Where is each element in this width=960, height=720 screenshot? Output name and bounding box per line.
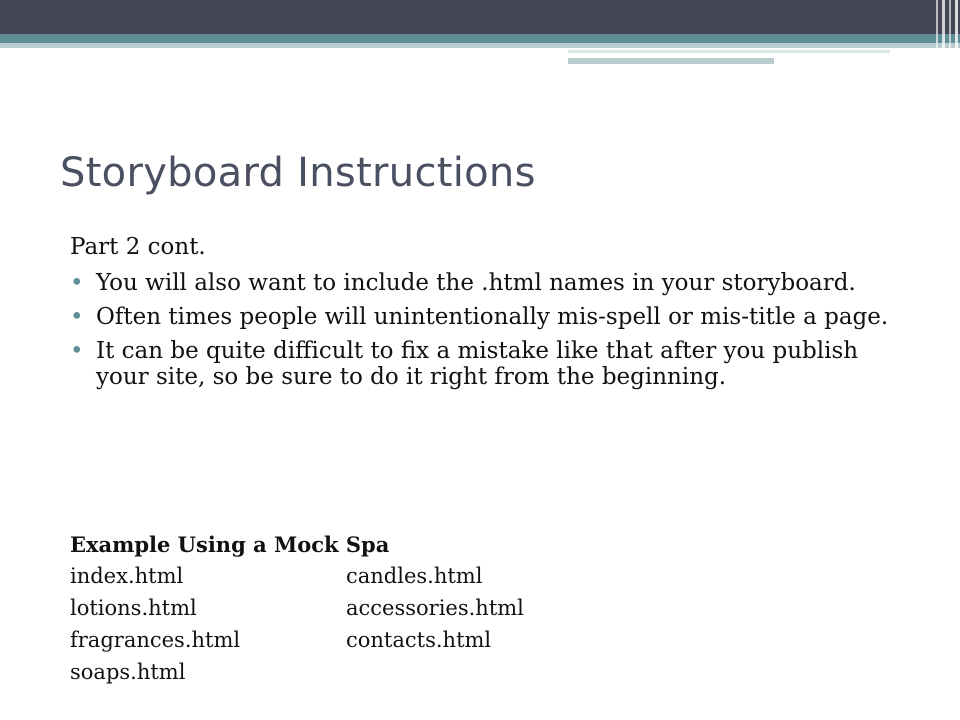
header-accent-bar	[0, 34, 960, 43]
filename: fragrances.html	[70, 628, 241, 652]
slide-title: Storyboard Instructions	[60, 150, 536, 196]
header-band	[0, 0, 960, 34]
example-row	[70, 592, 670, 624]
header-thin-line	[568, 50, 890, 53]
bullet-text: Often times people will unintentionally mis-spell or mis-title a page.	[96, 304, 889, 330]
filename: index.html	[70, 564, 184, 588]
bullet-icon: •	[70, 304, 84, 330]
bullet-icon: •	[70, 338, 84, 364]
bullet-item	[70, 270, 910, 296]
filename: accessories.html	[346, 596, 524, 620]
bullet-text: It can be quite difficult to fix a mistake like that after you publish your site, so be sure to do it right from the beginning.	[96, 338, 859, 390]
bullet-text: You will also want to include the .html names in your storyboard.	[96, 270, 856, 296]
filename	[346, 656, 622, 688]
header-light-bar	[0, 43, 960, 48]
filename: candles.html	[346, 564, 483, 588]
example-heading: Example Using a Mock Spa	[70, 532, 390, 557]
example-row	[70, 560, 670, 592]
filename: contacts.html	[346, 628, 492, 652]
bullet-item	[70, 304, 910, 330]
example-block	[70, 530, 670, 688]
header-short-line	[568, 58, 774, 64]
filename: soaps.html	[70, 660, 186, 684]
bullet-item	[70, 338, 910, 390]
bullet-list	[70, 270, 910, 390]
header-stripes	[934, 0, 960, 66]
slide-body	[70, 232, 910, 390]
bullet-icon: •	[70, 270, 84, 296]
lead-text: Part 2 cont.	[70, 234, 206, 260]
example-row	[70, 656, 670, 688]
example-row	[70, 624, 670, 656]
filename: lotions.html	[70, 596, 197, 620]
